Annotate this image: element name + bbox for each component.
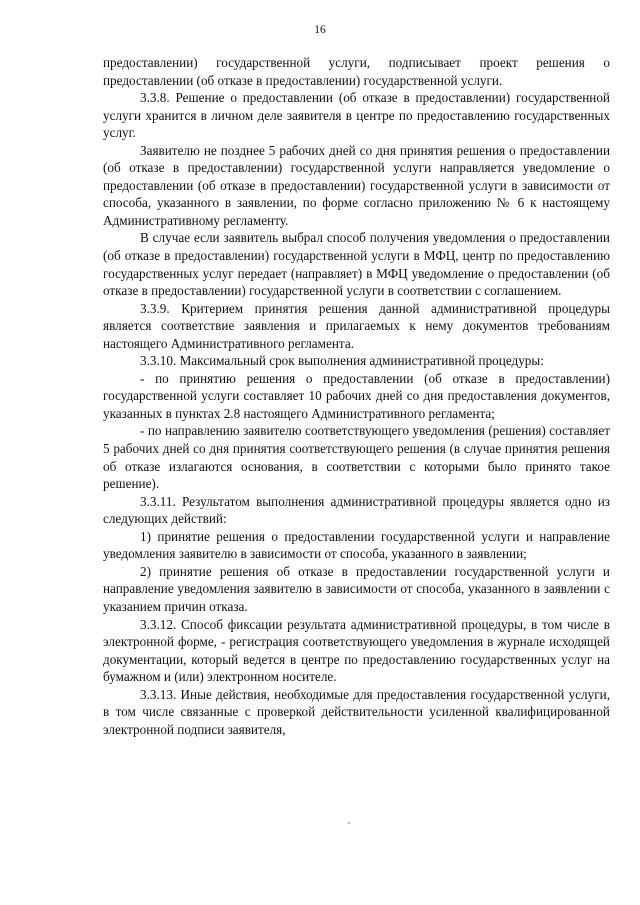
paragraph: В случае если заявитель выбрал способ получения уведомления о предоставлении (об отказе в предоставлении) государственной услуги в МФЦ, центр по предоставлению государственных услуг передает (направляет) в МФЦ уведомление о предоставлении (об отказе в предоставлении) государственной услуги в соответствии с соглашением. xyxy=(103,230,610,299)
document-body xyxy=(103,54,610,738)
paragraph: 2) принятие решения об отказе в предоставлении государственной услуги и направление уведомления заявителю в зависимости от способа, указанного в заявлении с указанием причин отказа. xyxy=(103,563,610,614)
paragraph: Заявителю не позднее 5 рабочих дней со дня принятия решения о предоставлении (об отказе в предоставлении) государственной услуги направляется уведомление о предоставлении (об отказе в предоставлении) государственной услуги в зависимости от способа, указанного в заявлении, по форме согласно приложению № 6 к настоящему Административному регламенту. xyxy=(103,142,610,228)
page-number: 16 xyxy=(314,24,326,36)
paragraph: 3.3.12. Способ фиксации результата административной процедуры, в том числе в электронной форме, - регистрация соответствующего уведомления в журнале исходящей документации, который ведется в центре по предоставлению государственных услуг на бумажном и (или) электронном носителе. xyxy=(103,616,610,685)
paragraph: предоставлении) государственной услуги, подписывает проект решения о предоставлении (об отказе в предоставлении) государственной услуги. xyxy=(103,55,610,88)
paragraph: 3.3.9. Критерием принятия решения данной административной процедуры является соответствие заявления и прилагаемых к нему документов требованиям настоящего Административного регламента. xyxy=(103,300,610,351)
paragraph: - по принятию решения о предоставлении (об отказе в предоставлении) государственной услуги составляет 10 рабочих дней со дня предоставления документов, указанных в пунктах 2.8 настоящего Административного регламента; xyxy=(103,370,610,421)
paragraph: 3.3.8. Решение о предоставлении (об отказе в предоставлении) государственной услуги хранится в личном деле заявителя в центре по предоставлению государственных услуг. xyxy=(103,90,610,141)
paragraph: 3.3.11. Результатом выполнения административной процедуры является одно из следующих действий: xyxy=(103,493,610,527)
paragraph: 3.3.13. Иные действия, необходимые для предоставления государственной услуги, в том числе связанные с проверкой действительности усиленной квалифицированной электронной подписи заявителя, xyxy=(103,686,610,737)
paragraph: - по направлению заявителю соответствующего уведомления (решения) составляет 5 рабочих дней со дня принятия соответствующего решения (в случае принятия решения об отказе излагаются основания, в соответствии с которыми было принято такое решение). xyxy=(103,423,610,492)
scan-speck xyxy=(348,822,350,824)
paragraph: 3.3.10. Максимальный срок выполнения административной процедуры: xyxy=(140,353,544,369)
paragraph: 1) принятие решения о предоставлении государственной услуги и направление уведомления заявителю в зависимости от способа, указанного в заявлении; xyxy=(103,528,610,562)
